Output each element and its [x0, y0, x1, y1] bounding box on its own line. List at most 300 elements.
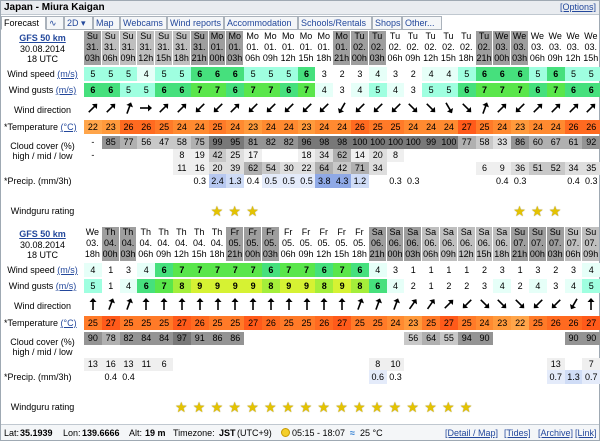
tab-schools-rentals[interactable]: Schools/Rentals: [298, 16, 372, 30]
temperature-value: 26: [137, 120, 155, 134]
hour-label: 03h: [84, 53, 100, 63]
day-label: Sa: [407, 227, 419, 237]
cloud-mid-value: 18: [298, 149, 316, 162]
date-label: 03.: [531, 42, 544, 52]
precip-value: [369, 174, 387, 188]
water-temperature: 25 °C: [360, 428, 383, 438]
cloud-high-value: 84: [137, 332, 155, 345]
temperature-value: 27: [333, 316, 351, 330]
date-label: 04.: [192, 238, 206, 248]
wind-speed-value: 6: [191, 67, 209, 81]
wind-speed-value: 2: [547, 263, 565, 277]
cloud-cover-label: Cloud cover (%): [10, 337, 75, 347]
date-label: 06.: [406, 238, 420, 248]
precip-value: 1.3: [565, 370, 583, 384]
wind-direction-arrow-icon: [121, 101, 137, 115]
cloud-mid-value: [315, 345, 333, 358]
wind-gusts-value: 4: [529, 279, 547, 293]
cloud-mid-value: [209, 345, 227, 358]
wind-gusts-value: 6: [155, 83, 173, 97]
time-column-header: [422, 31, 439, 65]
wind-direction-arrow-icon: [477, 297, 493, 311]
rating-star-icon: ★: [210, 399, 224, 415]
temperature-value: 24: [529, 120, 547, 134]
temperature-value: 24: [226, 120, 244, 134]
precip-value: 0.7: [582, 370, 600, 384]
precip-value: 0.5: [298, 174, 316, 188]
wind-direction-arrow-icon: [583, 101, 599, 115]
cloud-mid-value: [476, 149, 494, 162]
wind-direction-arrow-icon: [405, 297, 421, 311]
wind-gusts-value: 6: [102, 83, 120, 97]
cloud-high-value: 99: [209, 136, 227, 149]
day-label: Sa: [460, 227, 472, 237]
precip-value: [84, 370, 102, 384]
cloud-mid-value: [493, 149, 511, 162]
hour-label: 12h: [458, 249, 474, 259]
hour-label: 15h: [191, 249, 207, 259]
wind-gusts-value: 8: [351, 279, 369, 293]
precip-value: [351, 370, 369, 384]
wind-direction-arrow-icon: [174, 101, 190, 115]
cloud-high-value: 60: [529, 136, 547, 149]
cloud-mid-value: [529, 345, 547, 358]
wind-gusts-value: 4: [565, 279, 583, 293]
hour-label: 03h: [369, 53, 385, 63]
wind-gusts-value: 6: [458, 83, 476, 97]
cloud-mid-value: 8: [173, 149, 191, 162]
hour-label: 12h: [423, 53, 439, 63]
day-label: Su: [567, 227, 579, 237]
time-column-header: [226, 31, 243, 65]
cloud-high-value: 100: [370, 137, 386, 147]
wind-gusts-value: 5: [582, 279, 600, 293]
date-label: 05.: [264, 238, 277, 248]
time-column-header: [120, 31, 137, 65]
wind-direction-arrow-icon: [245, 297, 261, 311]
wind-gusts-value: 7: [244, 83, 262, 97]
wind-unit-link[interactable]: (m/s): [55, 85, 77, 95]
cloud-high-value: 90: [565, 332, 583, 345]
cloud-low-value: 54: [262, 162, 280, 175]
date-label: 02.: [353, 42, 366, 52]
wind-gusts-value: 3: [547, 279, 565, 293]
tab-forecast[interactable]: Forecast: [1, 16, 46, 30]
wind-direction-arrow-icon: [423, 297, 439, 311]
wind-gusts-value: 9: [333, 279, 351, 293]
hour-label: 15h: [334, 249, 350, 259]
cloud-mid-value: [137, 345, 155, 358]
wind-unit-link[interactable]: (m/s): [55, 281, 77, 291]
cloud-low-value: 6: [155, 358, 173, 371]
row-label-text: Wind gusts: [8, 85, 54, 95]
date-label: 31.: [192, 42, 206, 52]
precip-value: 0.3: [585, 176, 598, 186]
date-label: 04.: [175, 238, 188, 248]
cloud-mid-value: [387, 345, 405, 358]
rating-star-icon: ★: [531, 203, 544, 219]
wind-speed-value: 1: [458, 263, 476, 277]
rating-star-icon: ★: [192, 399, 206, 415]
wind-gusts-value: 4: [120, 279, 138, 293]
wind-speed-value: 6: [209, 67, 227, 81]
date-label: 01.: [264, 42, 277, 52]
precip-value: [155, 370, 173, 384]
wind-gusts-value: 5: [137, 83, 155, 97]
hour-label: 21h: [227, 249, 243, 259]
cloud-mid-value: [440, 345, 458, 358]
alt-value: 19 m: [145, 428, 166, 438]
wind-direction-arrow-icon: [245, 101, 261, 115]
hour-label: 21h: [369, 249, 385, 259]
water-temperature-icon: ≈: [350, 428, 355, 438]
date-label: 06.: [459, 238, 473, 248]
hour-label: 03h: [227, 53, 243, 63]
precip-value: 2.4: [209, 174, 227, 188]
wind-speed-value: 6: [511, 67, 529, 81]
footer-link-detail-map[interactable]: [Detail / Map]: [445, 428, 499, 438]
wind-direction-arrow-icon: [530, 297, 546, 311]
precip-value: [84, 174, 102, 188]
cloud-mid-value: [582, 149, 600, 162]
time-column-header: [351, 31, 368, 65]
wind-gusts-value: 9: [209, 279, 227, 293]
time-column-header: [440, 31, 457, 65]
cloud-high-value: 100: [387, 137, 403, 147]
lat-label: Lat:: [4, 428, 20, 438]
cloud-high-value: 84: [155, 332, 173, 345]
wind-gusts-value: 4: [387, 279, 405, 293]
rating-star-icon: ★: [175, 399, 188, 415]
wind-gusts-value: 1: [422, 279, 440, 293]
wind-speed-value: 1: [102, 263, 120, 277]
date-label: 31.: [175, 42, 188, 52]
date-label: 01.: [246, 42, 259, 52]
rating-star-icon: ★: [228, 203, 241, 219]
date-label: 31.: [157, 42, 170, 52]
wind-direction-arrow-icon: [138, 101, 154, 115]
cloud-mid-value: [102, 149, 120, 162]
precip-value: 1.2: [351, 174, 369, 188]
day-label: Sa: [389, 227, 401, 237]
model-link[interactable]: GFS 50 km: [19, 33, 66, 43]
cloud-high-value: 56: [137, 136, 155, 149]
wind-gusts-value: 5: [440, 83, 458, 97]
wind-direction-arrow-icon: [299, 297, 315, 311]
wind-direction-arrow-icon: [192, 101, 208, 115]
wind-unit-link[interactable]: (m/s): [57, 265, 78, 275]
cloud-high-value: 61: [565, 136, 583, 149]
wind-direction-arrow-icon: [334, 297, 350, 311]
cloud-mid-value: 25: [226, 149, 244, 162]
precip-value: 0.4: [122, 372, 135, 382]
precip-label: *Precip. (mm/3h): [4, 372, 72, 382]
cloud-high-value: 92: [582, 136, 600, 149]
wind-direction-arrow-icon: [459, 101, 475, 115]
temperature-value: 25: [120, 316, 138, 330]
cloud-high-value: 56: [404, 332, 422, 345]
wind-gusts-value: 9: [244, 279, 262, 293]
rating-star-icon: ★: [246, 399, 259, 415]
footer-link-archive[interactable]: [Archive]: [538, 428, 574, 438]
time-column-header: [315, 227, 332, 261]
tab-map[interactable]: Map: [93, 16, 120, 30]
wind-direction-arrow-icon: [103, 297, 119, 311]
wind-speed-value: 7: [226, 263, 244, 277]
wind-gusts-value: 6: [173, 83, 191, 97]
rating-star-icon: ★: [459, 399, 473, 415]
temperature-value: 25: [280, 316, 298, 330]
hour-label: 12h: [173, 249, 189, 259]
cloud-mid-value: [582, 345, 600, 358]
wind-gusts-value: 6: [582, 83, 600, 97]
tab-2d[interactable]: 2D ▾: [64, 16, 93, 30]
cloud-low-value: 6: [476, 162, 494, 175]
time-column-header: [476, 227, 493, 261]
temperature-value: 22: [84, 120, 102, 134]
temperature-value: 26: [565, 120, 583, 134]
time-column-header: [315, 31, 332, 65]
cloud-mid-value: [262, 345, 280, 358]
cloud-low-value: 34: [565, 162, 583, 175]
wind-gusts-value: 4: [493, 279, 511, 293]
cloud-mid-value: [422, 149, 440, 162]
cloud-high-value: 90: [582, 332, 600, 345]
day-label: Fr: [283, 227, 293, 237]
time-column-header: [155, 227, 172, 261]
tab-accommodation[interactable]: Accommodation: [224, 16, 298, 30]
temp-unit-link[interactable]: (°C): [60, 318, 77, 328]
wind-gusts-value: 9: [226, 279, 244, 293]
day-label: Sa: [478, 227, 490, 237]
day-label: We: [495, 31, 509, 41]
footer-link-tides[interactable]: [Tides]: [504, 428, 531, 438]
precip-value: [493, 370, 511, 384]
day-label: We: [548, 31, 562, 41]
hour-label: 12h: [138, 53, 154, 63]
hour-label: 00h: [102, 249, 118, 259]
time-column-header: [244, 31, 261, 65]
temperature-value: 24: [404, 120, 422, 134]
hour-label: 18h: [458, 53, 474, 63]
wind-speed-value: 5: [262, 67, 280, 81]
tab-webcams[interactable]: Webcams: [120, 16, 167, 30]
wind-direction-arrow-icon: [227, 101, 243, 115]
time-column-header: [404, 31, 421, 65]
wind-gusts-label: [1, 85, 84, 95]
date-label: 01.: [210, 42, 224, 52]
cloud-mid-value: [351, 345, 369, 358]
timezone-offset: (UTC+9): [237, 428, 272, 438]
model-link[interactable]: GFS 50 km: [19, 229, 66, 239]
cloud-mid-value: [137, 149, 155, 162]
wind-gusts-value: 6: [84, 83, 102, 97]
cloud-high-value: [369, 332, 387, 345]
temperature-value: 25: [369, 316, 387, 330]
cloud-mid-value: [404, 149, 422, 162]
temperature-value: 23: [102, 120, 120, 134]
cloud-high-value: 96: [298, 136, 316, 149]
day-label: Mo: [210, 31, 224, 41]
hour-label: 09h: [156, 249, 172, 259]
date-label: 06.: [477, 238, 491, 248]
day-label: Th: [176, 227, 187, 237]
cloud-high-value: [298, 332, 316, 345]
cloud-high-value: 85: [102, 136, 120, 149]
cloud-high-value: 58: [173, 136, 191, 149]
model-name[interactable]: [1, 229, 84, 239]
tab-other[interactable]: Other...: [402, 16, 442, 30]
wind-speed-label: [1, 69, 84, 79]
rating-star-icon: ★: [228, 399, 241, 415]
day-label: Th: [158, 227, 169, 237]
day-label: Su: [175, 31, 187, 41]
time-column-header: [582, 31, 599, 65]
wind-gusts-value: 6: [565, 83, 583, 97]
tab-shops[interactable]: Shops: [372, 16, 402, 30]
tab-wind-reports[interactable]: Wind reports: [167, 16, 224, 30]
wind-gusts-value: 2: [511, 279, 529, 293]
model-run-time: 18 UTC: [26, 54, 58, 64]
wind-speed-value: 3: [387, 67, 405, 81]
options-link[interactable]: [Options]: [559, 2, 596, 12]
cloud-high-value: 33: [493, 136, 511, 149]
hour-label: 09h: [262, 53, 278, 63]
rating-star-icon: ★: [335, 399, 348, 415]
day-label: Mo: [246, 31, 259, 41]
date-label: 02.: [477, 42, 491, 52]
time-column-header: [244, 227, 261, 261]
cloud-low-value: 16: [191, 162, 209, 175]
wind-direction-arrow-icon: [174, 297, 190, 311]
wind-gusts-value: 2: [404, 279, 422, 293]
day-label: Su: [140, 31, 152, 41]
wind-speed-value: 4: [137, 263, 155, 277]
day-label: Tu: [354, 31, 365, 41]
cloud-high-value: [262, 332, 280, 345]
time-column-header: [404, 227, 421, 261]
day-label: Su: [531, 227, 543, 237]
wind-speed-value: 4: [84, 263, 102, 277]
cloud-high-value: 58: [476, 136, 494, 149]
wind-unit-link[interactable]: (m/s): [57, 69, 78, 79]
wind-direction-arrow-icon: [316, 297, 332, 311]
wind-speed-value: 1: [422, 263, 440, 277]
hour-label: 21h: [512, 249, 528, 259]
time-column-header: [102, 31, 119, 65]
date-label: 02.: [370, 42, 384, 52]
time-column-header: [262, 227, 279, 261]
precip-value: [137, 174, 155, 188]
time-column-header: [351, 227, 368, 261]
cloud-low-value: 34: [369, 162, 387, 175]
model-run-date: 30.08.2014: [19, 44, 66, 54]
wind-gusts-value: 6: [369, 279, 387, 293]
precip-value: [298, 370, 316, 384]
rating-star-icon: ★: [299, 399, 313, 415]
cloud-high-value: [493, 332, 511, 345]
temp-unit-link[interactable]: (°C): [60, 122, 77, 132]
wind-direction-arrow-icon: [548, 297, 564, 311]
hour-label: 09h: [405, 53, 421, 63]
cloud-low-value: 35: [582, 162, 600, 175]
wind-direction-arrow-icon: [210, 101, 226, 115]
wind-gusts-value: 7: [476, 83, 494, 97]
date-label: 05.: [299, 238, 313, 248]
day-label: Sa: [425, 227, 437, 237]
rating-label: Windguru rating: [10, 206, 75, 216]
temperature-value: 25: [298, 316, 316, 330]
hour-label: 00h: [494, 53, 510, 63]
time-column-header: [369, 227, 386, 261]
date-label: 02.: [442, 42, 455, 52]
precip-value: [547, 174, 565, 188]
time-column-header: [173, 31, 190, 65]
date-label: 03.: [584, 42, 598, 52]
time-column-header: [298, 31, 315, 65]
wind-direction-label: Wind direction: [13, 105, 72, 115]
time-column-header: [191, 227, 208, 261]
footer-link-link[interactable]: [Link]: [575, 428, 597, 438]
wind-direction-arrow-icon: [352, 101, 368, 115]
date-label: 07.: [513, 238, 526, 248]
wind-direction-arrow-icon: [156, 101, 172, 115]
alt-label: Alt:: [129, 428, 143, 438]
hour-label: 03h: [512, 53, 528, 63]
wind-gusts-value: 8: [262, 279, 280, 293]
wind-speed-value: 7: [280, 263, 298, 277]
time-column-header: [137, 31, 154, 65]
tab-chart-wave-icon[interactable]: ∿: [46, 16, 64, 30]
temperature-value: 26: [315, 316, 333, 330]
wind-speed-value: 7: [191, 263, 209, 277]
time-column-header: [511, 227, 528, 261]
date-label: 07.: [566, 238, 580, 248]
temperature-label: [1, 122, 84, 132]
wind-gusts-value: 7: [298, 83, 316, 97]
wind-direction-arrow-icon: [263, 101, 279, 115]
temperature-value: 25: [155, 120, 173, 134]
wind-direction-arrow-icon: [512, 101, 528, 115]
day-label: Th: [193, 227, 205, 237]
rating-star-icon: ★: [246, 203, 259, 219]
wind-direction-arrow-icon: [370, 101, 386, 115]
row-label-text: Wind gusts: [8, 281, 54, 291]
wind-speed-value: 5: [102, 67, 120, 81]
cloud-high-value: [315, 332, 333, 345]
cloud-mid-value: [565, 345, 583, 358]
wind-speed-value: 7: [209, 263, 227, 277]
wind-gusts-value: 5: [84, 279, 102, 293]
model-name[interactable]: [1, 33, 84, 43]
cloud-mid-value: [511, 149, 529, 162]
wind-speed-value: 1: [440, 263, 458, 277]
cloud-high-value: 81: [244, 136, 262, 149]
hour-label: 21h: [476, 53, 492, 63]
wind-speed-value: 5: [84, 67, 102, 81]
rating-star-icon: ★: [406, 399, 419, 415]
wind-gusts-value: 9: [298, 279, 316, 293]
day-label: Mo: [299, 31, 313, 41]
temperature-value: 25: [369, 120, 387, 134]
date-label: 06.: [442, 238, 455, 248]
wind-gusts-value: 2: [458, 279, 476, 293]
wind-gusts-value: 8: [315, 279, 333, 293]
precip-value: 4.3: [333, 174, 351, 188]
day-label: Su: [122, 31, 134, 41]
model-run-date: 30.08.2014: [19, 240, 66, 250]
cloud-high-value: [547, 332, 565, 345]
